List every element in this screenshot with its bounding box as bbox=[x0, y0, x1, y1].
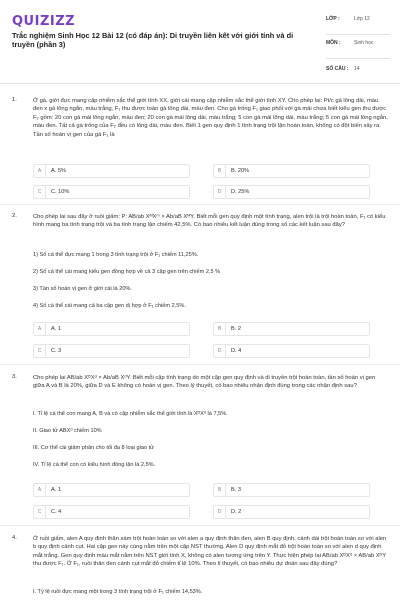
option-c[interactable] bbox=[33, 344, 190, 358]
statement: 4) Số cá thể cái mang cả ba cặp gen dị hợp ở F₁ chiếm 2,5%. bbox=[33, 303, 186, 309]
option-b[interactable] bbox=[213, 483, 370, 497]
meta-count bbox=[326, 66, 390, 73]
header-divider bbox=[0, 83, 400, 84]
statement: II. Giao tử ABXᵈ chiếm 10% bbox=[33, 428, 102, 434]
meta-divider bbox=[326, 34, 390, 35]
option-b[interactable] bbox=[213, 164, 370, 178]
option-letter: C bbox=[34, 345, 46, 357]
option-c[interactable] bbox=[33, 505, 190, 519]
option-text: D. 25% bbox=[231, 189, 250, 195]
option-letter: C bbox=[34, 506, 46, 518]
statement: 3) Tần số hoán vị gen ở giới cái là 20%. bbox=[33, 286, 132, 292]
option-c[interactable] bbox=[33, 185, 190, 199]
subject-label: MÔN : bbox=[326, 40, 341, 46]
option-d[interactable] bbox=[213, 185, 370, 199]
option-letter: D bbox=[214, 506, 226, 518]
statement: I. Tỉ lệ cá thể con mang A, B và có cặp nhiễm sắc thể giới tính là XᴰXᵈ là 7,5%. bbox=[33, 411, 228, 417]
meta-class bbox=[326, 16, 390, 23]
count-value: 14 bbox=[354, 66, 360, 72]
option-b[interactable] bbox=[213, 322, 370, 336]
option-text: C. 10% bbox=[51, 189, 70, 195]
option-text: B. 20% bbox=[231, 168, 250, 174]
class-label: LỚP : bbox=[326, 16, 340, 22]
question-divider bbox=[0, 204, 400, 205]
option-text: C. 3 bbox=[51, 348, 62, 354]
option-text: C. 4 bbox=[51, 509, 62, 515]
meta-subject bbox=[326, 40, 390, 47]
question-number: 1. bbox=[12, 97, 17, 103]
option-d[interactable] bbox=[213, 344, 370, 358]
subject-value: Sinh học bbox=[354, 40, 374, 46]
question-divider bbox=[0, 364, 400, 365]
option-letter: C bbox=[34, 186, 46, 198]
statement: 1) Số cá thể đực mang 1 trong 3 tính trạng trội ở F₁ chiếm 11,25%. bbox=[33, 252, 199, 258]
option-text: B. 2 bbox=[231, 326, 241, 332]
option-d[interactable] bbox=[213, 505, 370, 519]
question-number: 3. bbox=[12, 374, 17, 380]
statement: 2) Số cá thể cái mang kiểu gen đồng hợp về cả 3 cặp gen trên chiếm 2,5 % bbox=[33, 269, 221, 275]
option-text: D. 4 bbox=[231, 348, 242, 354]
question-divider bbox=[0, 525, 400, 526]
option-letter: D bbox=[214, 186, 226, 198]
statement: III. Cơ thể cái giảm phân cho tối đa 8 loại giao tử bbox=[33, 445, 154, 451]
option-letter: B bbox=[214, 165, 226, 177]
option-letter: A bbox=[34, 484, 46, 496]
question-text: Ở ruồi giấm, alen A quy định thân xám trội hoàn toàn so với alen a quy định thân đen, alen B quy định, cánh dài trội hoàn toàn so với alen b quy định cánh cụt. Hai cặp gen này cùng nằm trên một cặp NST thường. Alen D quy định mắt đỏ trội hoàn toàn so với alen d quy định mắt trắng. Gen quy định màu mắt nằm trên NST giới tính X, không có alen tương ứng trên Y. Thực hiện phép lai AB/ab XᴰXᵈ × AB/ab XᴰY thu được F₁. Ở F₁, ruồi thân đen cánh cụt mắt đỏ chiếm tỉ lệ 10%. Theo lí thuyết, có bao nhiêu dự đoán sau đây đúng? bbox=[33, 536, 387, 568]
question-text: Ở gà, giới đực mang cặp nhiễm sắc thể giới tính XX, giới cái mang cặp nhiễm sắc thể giới tính XY. Cho phép lai: Pt/c gà lông dài, màu đen x gà lông ngắn, màu trắng, F₁ thu được toàn gà lông dài, màu đen. Cho gà trống F₁ giao phối với gà mái chưa biết kiểu gen thu được F₂ gồm: 20 con gà mái lông ngắn, màu đen; 20 con gà mái lông dài, màu trắng; 5 con gà mái lông dài, màu trắng; 5 con gà mái lông ngắn, màu đen. Tất cả gà trống của F₂ đều có lông dài, màu đen. Biết 1 gen quy định 1 tính trạng trội lặn hoàn toàn, không có đột biến xảy ra. Tần số hoán vị gen của gà F₁ là bbox=[33, 98, 388, 138]
class-value: Lớp 12 bbox=[354, 16, 370, 22]
option-letter: B bbox=[214, 484, 226, 496]
count-label: SỐ CÂU : bbox=[326, 66, 349, 72]
option-letter: A bbox=[34, 165, 46, 177]
option-text: B. 3 bbox=[231, 487, 241, 493]
question-number: 4. bbox=[12, 535, 17, 541]
option-a[interactable] bbox=[33, 483, 190, 497]
question-text: Cho phép lai AB/ab XᴰXᵈ × Ab/aB XᵈY. Biết mỗi cặp tính trạng do một cặp gen quy định và di truyền trội hoàn toàn, tần số hoán vị gen giữa A và B là 20%, giữa D và E không có hoán vị gen. Theo lý thuyết, có bao nhiêu nhận định đúng trong các nhận định sau? bbox=[33, 375, 376, 390]
option-letter: D bbox=[214, 345, 226, 357]
option-text: A. 1 bbox=[51, 326, 61, 332]
quizizz-logo: QUIZIZZ bbox=[12, 14, 76, 29]
option-a[interactable] bbox=[33, 322, 190, 336]
option-letter: A bbox=[34, 323, 46, 335]
option-text: A. 5% bbox=[51, 168, 66, 174]
statement: IV. Tỉ lệ cá thể con có kiểu hình đồng lặn là 2,5%. bbox=[33, 462, 156, 468]
worksheet-title: Trắc nghiệm Sinh Học 12 Bài 12 (có đáp án): Di truyền liên kết với giới tính và di truyền (phần 3) bbox=[12, 31, 294, 49]
statement: I. Tỷ lệ ruồi đực mang một trong 3 tính trạng trội ở F₁ chiếm 14,53%. bbox=[33, 589, 203, 595]
option-letter: B bbox=[214, 323, 226, 335]
meta-divider bbox=[326, 58, 390, 59]
question-text: Cho phép lai sau đây ở ruồi giấm: P: AB/ab XᴹXᵐ × Ab/aB XᴹY. Biết mỗi gen quy định một tính trạng, alen trội là trội hoàn toàn, F₁ có kiểu hình mang ba tính trạng trội và ba tính trạng lặn chiếm 42,5%. Có bao nhiêu kết luận đúng trong số các kết luận sau đây? bbox=[33, 214, 386, 229]
option-text: A. 1 bbox=[51, 487, 61, 493]
question-number: 2. bbox=[12, 213, 17, 219]
option-a[interactable] bbox=[33, 164, 190, 178]
option-text: D. 2 bbox=[231, 509, 242, 515]
